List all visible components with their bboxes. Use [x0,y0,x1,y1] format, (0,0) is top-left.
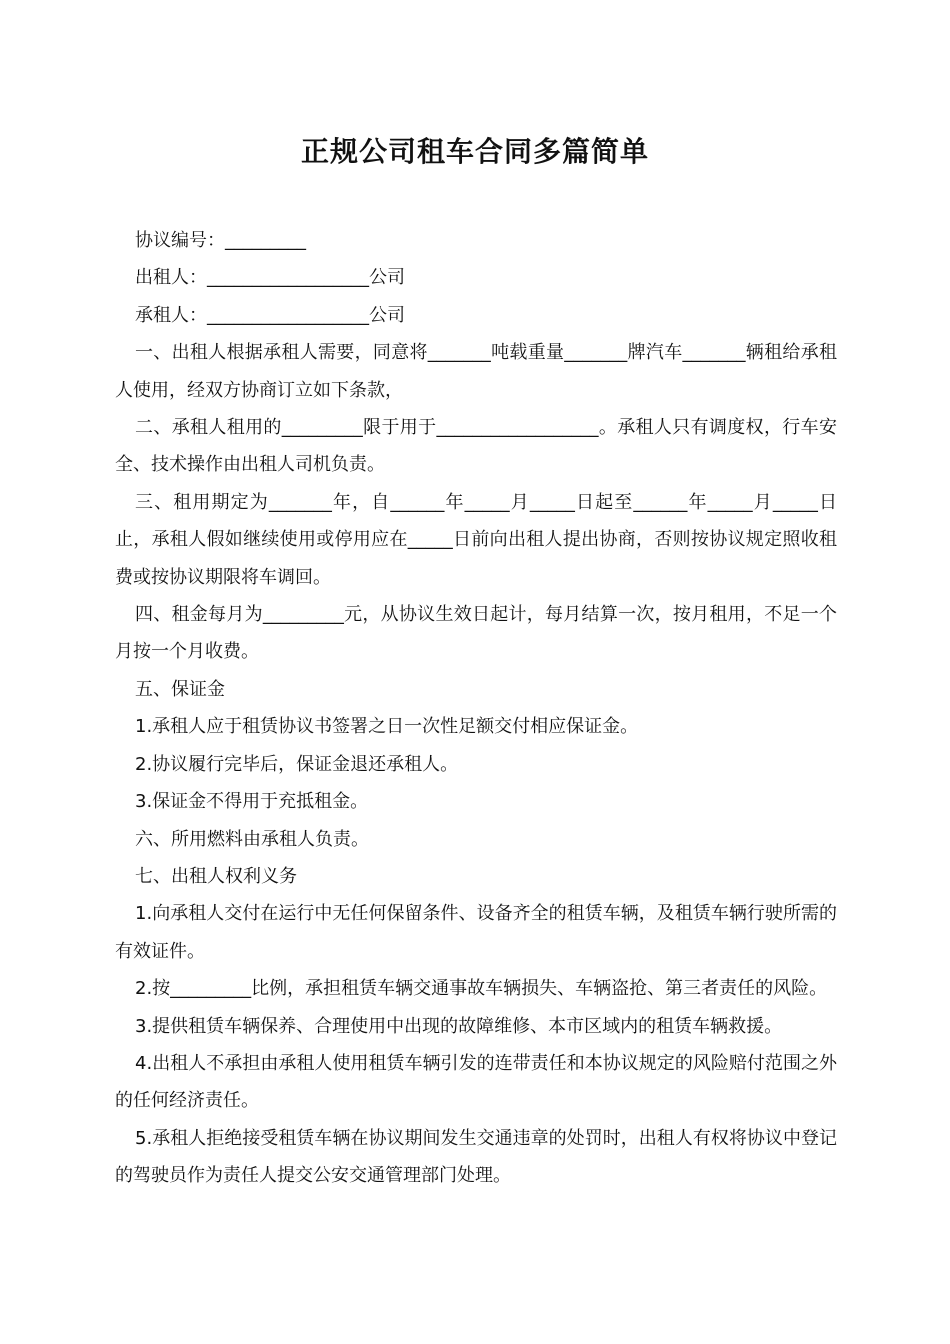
lessor-line: 出租人：__________________公司 [135,267,405,289]
clause-7-item-1: 1.向承租人交付在运行中无任何保留条件、设备齐全的租赁车辆，及租赁车辆行驶所需的有效证件。 [115,903,837,962]
clause-6: 六、所用燃料由承租人负责。 [135,828,369,850]
clause-7-item-4: 4.出租人不承担由承租人使用租赁车辆引发的连带责任和本协议规定的风险赔付范围之外的任何经济责任。 [115,1052,837,1112]
clause-5-heading: 五、保证金 [135,678,225,700]
clause-7-item-3: 3.提供租赁车辆保养、合理使用中出现的故障维修、本市区域内的租赁车辆救援。 [135,1015,783,1037]
clause-7-item-5: 5.承租人拒绝接受租赁车辆在协议期间发生交通违章的处罚时，出租人有权将协议中登记的驾驶员作为责任人提交公安交通管理部门处理。 [115,1127,837,1187]
clause-5-item-2: 2.协议履行完毕后，保证金退还承租人。 [135,753,459,775]
document-title: 正规公司租车合同多篇简单 [300,135,649,168]
lessee-line: 承租人：__________________公司 [135,304,405,326]
agreement-number-line: 协议编号：_________ [135,230,306,251]
clause-7-heading: 七、出租人权利义务 [135,865,297,887]
clause-7-item-2: 2.按_________比例，承担租赁车辆交通事故车辆损失、车辆盗抢、第三者责任的风险。 [135,978,828,1000]
clause-3: 三、租用期定为_______年，自______年_____月_____日起至______年_____月_____日止，承租人假如继续使用或停用应在_____日前向出租人提出协商，否则按协议规定照收租费或按协议期限将车调回。 [115,491,837,588]
clause-1: 一、出租人根据承租人需要，同意将_______吨载重量_______牌汽车_______辆租给承租人使用，经双方协商订立如下条款， [115,342,837,401]
clause-5-item-1: 1.承租人应于租赁协议书签署之日一次性足额交付相应保证金。 [135,716,639,738]
document-body [115,222,837,1195]
clause-5-item-3: 3.保证金不得用于充抵租金。 [135,791,369,813]
clause-4: 四、租金每月为_________元，从协议生效日起计，每月结算一次，按月租用，不足一个月按一个月收费。 [115,604,837,663]
clause-2: 二、承租人租用的_________限于用于__________________。承租人只有调度权，行车安全、技术操作由出租人司机负责。 [115,417,837,476]
